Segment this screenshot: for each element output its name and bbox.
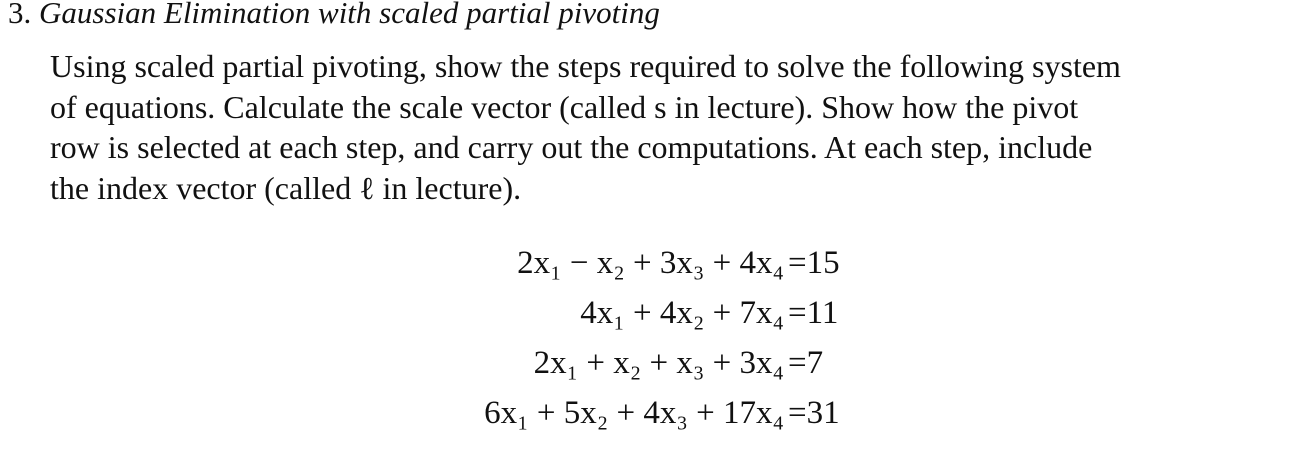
equation-row (0, 238, 1302, 288)
equation-lhs: 2x₁ − x₂ + 3x₃ + 4x₄ (517, 245, 784, 281)
equation-rhs: =31 (788, 395, 840, 431)
prompt-line: the index vector (called ℓ in lecture). (50, 169, 522, 206)
equation-rhs: =7 (788, 345, 824, 381)
problem-number: 3. (8, 0, 32, 30)
equation-row (0, 388, 1302, 438)
prompt-line: of equations. Calculate the scale vector (called s in lecture). Show how the pivot (50, 88, 1079, 125)
equation-rhs: =11 (788, 295, 839, 331)
equation-lhs: 6x₁ + 5x₂ + 4x₃ + 17x₄ (484, 395, 784, 431)
equation-row (0, 338, 1302, 388)
prompt-line: row is selected at each step, and carry out the computations. At each step, include (50, 129, 1093, 165)
problem-prompt (50, 46, 1255, 208)
problem-title: Gaussian Elimination with scaled partial pivoting (39, 0, 660, 30)
equation-row (0, 288, 1302, 338)
equation-rhs: =15 (788, 245, 840, 281)
problem-heading (8, 0, 660, 32)
prompt-line: Using scaled partial pivoting, show the steps required to solve the following system (50, 48, 1121, 84)
equation-lhs: 2x₁ + x₂ + x₃ + 3x₄ (533, 345, 784, 381)
equation-lhs: 4x₁ + 4x₂ + 7x₄ (580, 295, 784, 331)
